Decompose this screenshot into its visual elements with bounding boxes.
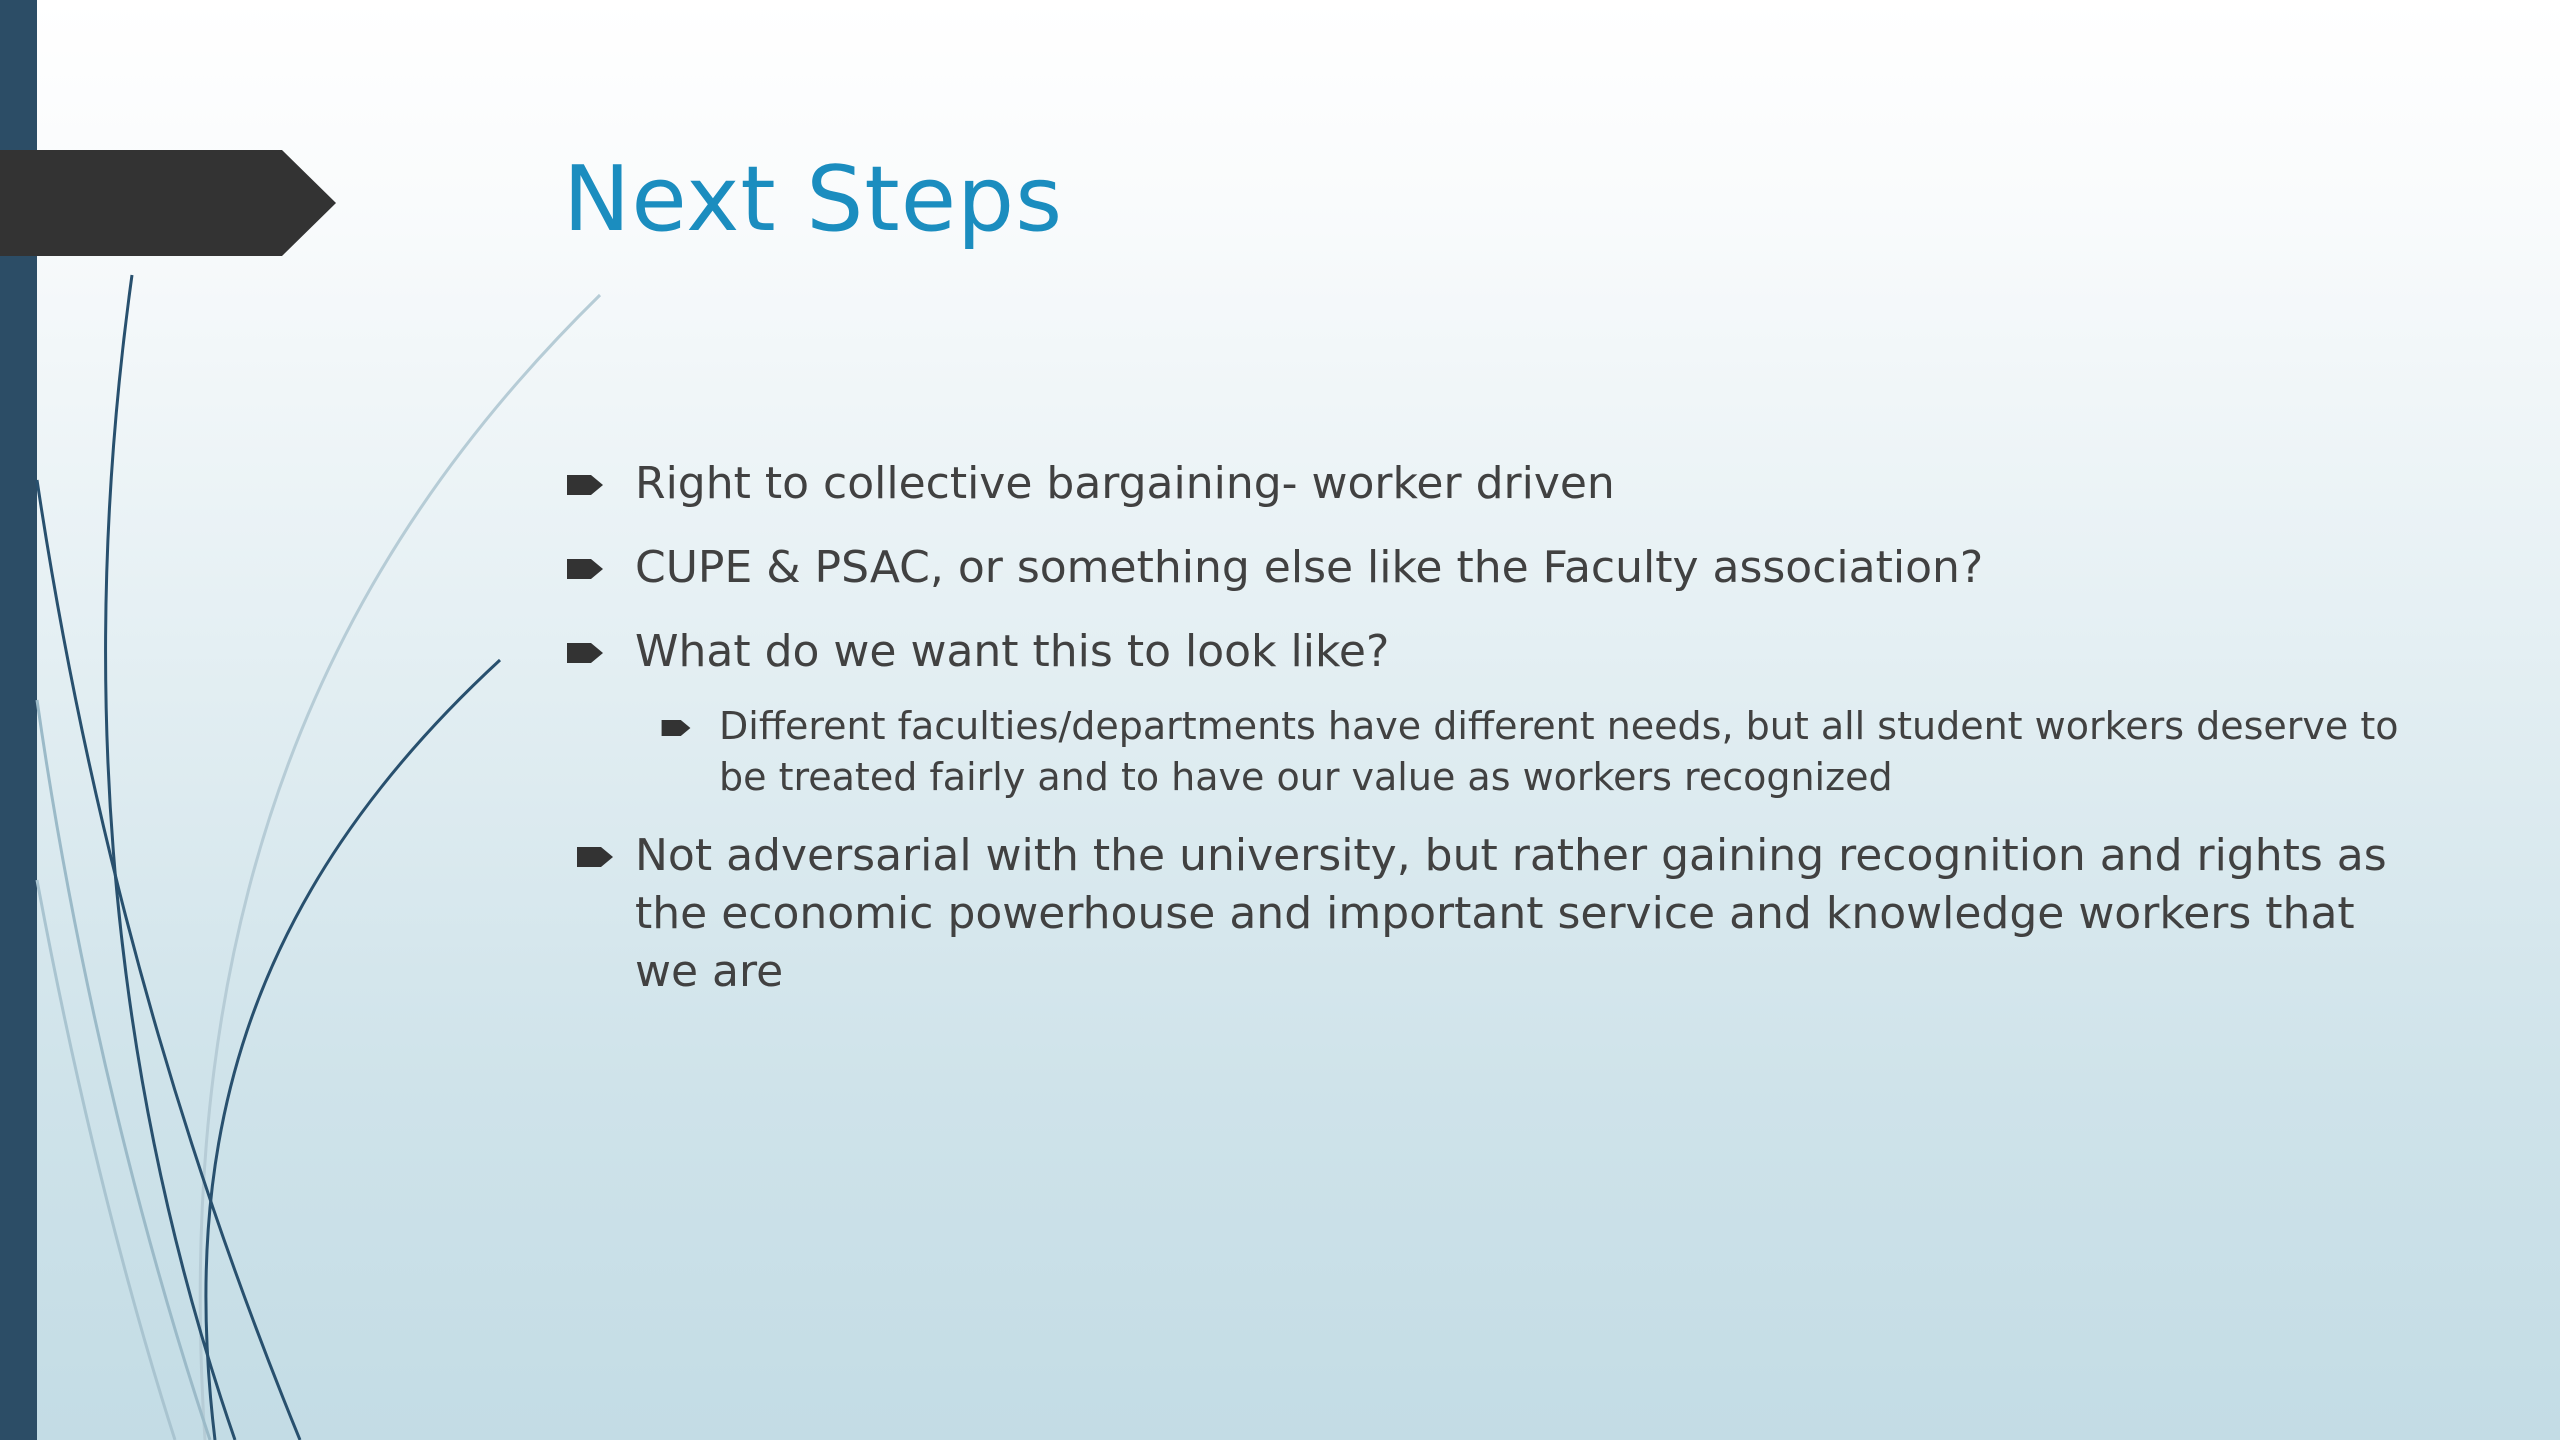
bullet-text: Right to collective bargaining- worker driven	[635, 458, 1615, 509]
title-arrow-tab	[0, 150, 336, 256]
bullet-text: CUPE & PSAC, or something else like the Faculty association?	[635, 542, 1984, 593]
arrow-right-icon	[577, 847, 613, 867]
bullet-item	[563, 455, 2423, 513]
bullet-list	[563, 455, 2423, 1027]
sub-bullet-text: Different faculties/departments have different needs, but all student workers deserve to be treated fairly and to have our value as workers recognized	[719, 704, 2399, 799]
bullet-item	[563, 623, 2423, 681]
bullet-item	[563, 539, 2423, 597]
slide-title: Next Steps	[563, 147, 1064, 252]
arrow-right-icon	[661, 720, 691, 736]
bullet-text: Not adversarial with the university, but rather gaining recognition and rights as the economic powerhouse and important service and knowledge workers that we are	[635, 830, 2387, 997]
arrow-right-icon	[567, 475, 603, 495]
bullet-text: What do we want this to look like?	[635, 626, 1390, 677]
sub-bullet-item	[657, 701, 2423, 803]
arrow-right-icon	[567, 559, 603, 579]
arrow-right-icon	[567, 643, 603, 663]
bullet-item	[563, 827, 2423, 1001]
